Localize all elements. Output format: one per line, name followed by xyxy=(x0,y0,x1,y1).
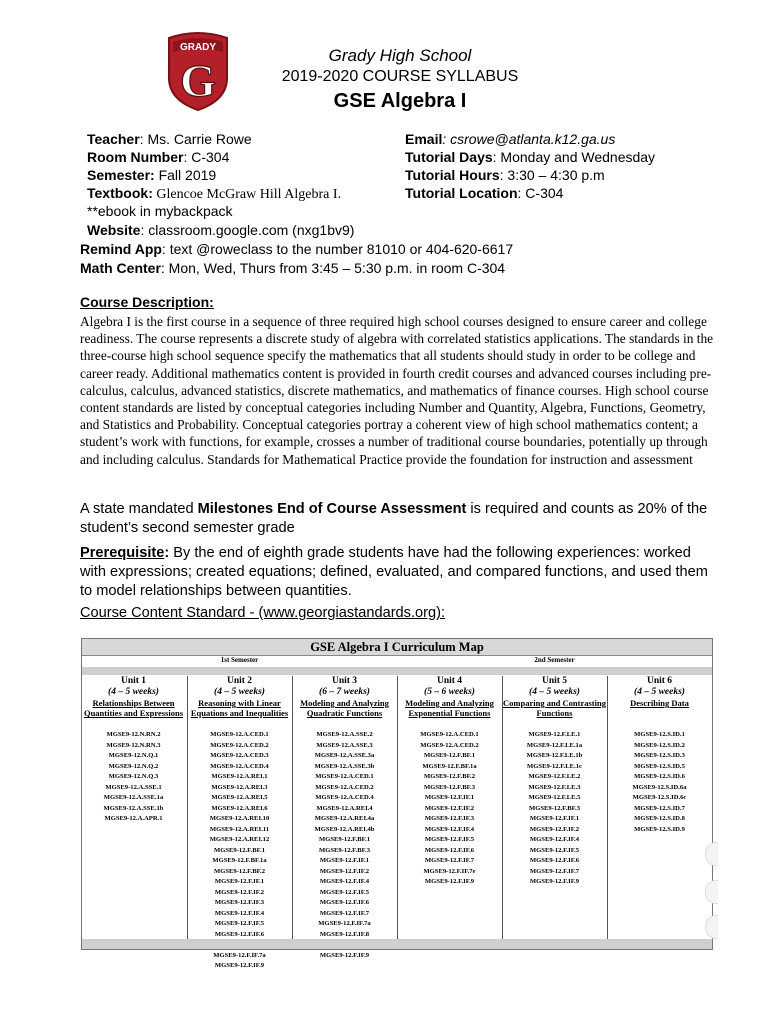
standard-code: MGSE9-12.N.Q.2 xyxy=(108,762,159,770)
standard-code: MGSE9-12.S.ID.6a xyxy=(632,783,687,791)
standard-code: MGSE9-12.F.BF.3 xyxy=(424,783,475,791)
standard-code: MGSE9-12.A.REI.6 xyxy=(211,804,268,812)
standard-code: MGSE9-12.F.IF.4 xyxy=(424,825,475,833)
standard-code: MGSE9-12.F.IF.7 xyxy=(319,909,370,917)
info-value: Glencoe McGraw Hill Algebra I. xyxy=(152,187,342,202)
standard-code: MGSE9-12.F.IF.8 xyxy=(319,930,370,938)
standard-code: MGSE9-12.F.IF.1 xyxy=(214,878,265,885)
ebook-line xyxy=(87,202,233,220)
curriculum-map xyxy=(81,638,713,969)
standard-code: MGSE9-12.S.ID.1 xyxy=(634,731,685,738)
info-value: : 3:30 – 4:30 p.m xyxy=(499,167,605,183)
unit-name: Unit 6 xyxy=(646,676,673,686)
info-value: : text @roweclass to the number 81010 or 404-620-6617 xyxy=(161,241,514,257)
standard-code: MGSE9-12.A.CED.2 xyxy=(420,741,479,749)
standard-code: MGSE9-12.F.IF.7 xyxy=(529,867,580,875)
unit-weeks: (4 – 5 weeks) xyxy=(214,687,265,697)
school-name: Grady High School xyxy=(328,46,472,65)
unit-weeks: (4 – 5 weeks) xyxy=(529,687,580,697)
side-tab[interactable] xyxy=(705,915,718,939)
info-label: Website xyxy=(87,222,141,238)
standard-code: MGSE9-12.F.LE.5 xyxy=(528,794,581,801)
tutorial-location-line xyxy=(405,184,563,202)
standard-code: MGSE9-12.A.SSE.3a xyxy=(314,752,375,759)
unit-name: Unit 4 xyxy=(436,676,463,686)
textbook-line xyxy=(87,184,341,204)
unit-column xyxy=(397,676,501,939)
standard-code: MGSE9-12.A.REI.12 xyxy=(209,836,270,843)
standard-code: MGSE9-12.F.IF.6 xyxy=(529,857,580,864)
standard-code: MGSE9-12.A.REI.3 xyxy=(211,783,268,791)
curriculum-map-title-bar xyxy=(82,639,712,656)
info-label: Room Number xyxy=(87,149,184,165)
standard-code: MGSE9-12.F.IF.7 xyxy=(424,857,475,864)
unit-name: Unit 5 xyxy=(541,676,568,686)
standard-code: MGSE9-12.A.REI.1 xyxy=(211,773,268,780)
standard-code: MGSE9-12.A.CED.4 xyxy=(210,762,269,770)
standard-code: MGSE9-12.F.LE.1b xyxy=(526,752,583,759)
standard-code: MGSE9-12.S.ID.6 xyxy=(634,773,685,780)
unit-column xyxy=(292,676,396,959)
logo-wordmark: GRADY xyxy=(179,42,217,53)
standard-code: MGSE9-12.A.CED.1 xyxy=(210,731,269,738)
standard-code: MGSE9-12.F.IF.9 xyxy=(424,878,475,885)
standard-code: MGSE9-12.F.LE.2 xyxy=(528,773,581,780)
standard-code: MGSE9-12.A.REI.10 xyxy=(209,815,270,822)
unit-weeks: (4 – 5 weeks) xyxy=(634,687,685,697)
curriculum-map-title: GSE Algebra I Curriculum Map xyxy=(310,640,484,654)
prerequisite-colon: : xyxy=(164,545,170,561)
prerequisite-label: Prerequisite xyxy=(80,545,165,561)
standard-code: MGSE9-12.F.IF.6 xyxy=(214,930,265,938)
standard-code: MGSE9-12.S.ID.9 xyxy=(634,825,685,833)
standard-code: MGSE9-12.F.BF.2 xyxy=(214,867,265,875)
milestones-assessment: Milestones End of Course Assessment xyxy=(197,501,467,517)
standard-code: MGSE9-12.A.SSE.1b xyxy=(103,804,164,812)
standard-code: MGSE9-12.S.ID.5 xyxy=(634,762,685,770)
unit-weeks: (6 – 7 weeks) xyxy=(319,687,370,697)
unit-column xyxy=(187,676,291,969)
standard-code: MGSE9-12.F.IF.5 xyxy=(529,846,580,854)
standard-code: MGSE9-12.A.SSE.2 xyxy=(316,731,373,738)
standard-code: MGSE9-12.F.IF.9 xyxy=(529,878,580,885)
standard-code: MGSE9-12.F.IF.2 xyxy=(529,825,580,833)
info-value: : C-304 xyxy=(183,149,230,165)
milestones-text-post: is required and counts as 20% of the student’s second semester grade xyxy=(80,501,708,536)
info-value[interactable]: : csrowe@atlanta.k12.ga.us xyxy=(442,131,616,147)
standard-code: MGSE9-12.N.RN.3 xyxy=(106,741,161,749)
milestones-text-pre: A state mandated xyxy=(80,501,198,517)
unit-title: Reasoning with Linear Equations and Inequalities xyxy=(190,698,289,718)
unit-title: Comparing and Contrasting Functions xyxy=(503,698,606,718)
info-label: Email xyxy=(405,131,443,147)
standard-code: MGSE9-12.F.IF.7a xyxy=(318,920,371,927)
info-label: Semester: xyxy=(87,167,155,183)
standard-code: MGSE9-12.F.IF.9 xyxy=(214,962,265,969)
standard-code: MGSE9-12.S.ID.6c xyxy=(632,794,687,801)
course-description-heading: Course Description: xyxy=(80,294,214,310)
info-value: Fall 2019 xyxy=(154,167,217,183)
standard-code: MGSE9-12.A.CED.2 xyxy=(210,741,269,749)
tutorial-days-line xyxy=(405,148,655,166)
standard-code: MGSE9-12.A.CED.1 xyxy=(315,773,374,780)
room-line xyxy=(87,148,229,166)
standard-code: MGSE9-12.A.REI.11 xyxy=(209,825,270,833)
standard-code: MGSE9-12.F.IF.4 xyxy=(214,909,265,917)
standard-code: MGSE9-12.F.IF.7e xyxy=(423,867,476,875)
unit-name: Unit 1 xyxy=(120,676,147,686)
standard-code: MGSE9-12.F.BF.3 xyxy=(319,846,370,854)
standard-code: MGSE9-12.F.BF.1 xyxy=(214,846,265,854)
standard-code: MGSE9-12.S.ID.8 xyxy=(634,815,685,822)
standard-code: MGSE9-12.A.SSE.3 xyxy=(316,741,373,749)
standard-code: MGSE9-12.F.LE.1c xyxy=(527,762,582,770)
info-value: : Monday and Wednesday xyxy=(492,149,656,165)
standard-code: MGSE9-12.S.ID.7 xyxy=(634,804,685,812)
unit-title: Modeling and Analyzing Exponential Functions xyxy=(405,698,494,718)
remind-app-line xyxy=(80,240,513,258)
standard-code: MGSE9-12.F.BF.2 xyxy=(424,773,475,780)
content-standard-link[interactable]: Course Content Standard - (www.georgiastandards.org): xyxy=(80,605,446,621)
standard-code: MGSE9-12.A.SSE.1 xyxy=(105,783,162,791)
grady-logo xyxy=(165,28,231,112)
milestones-paragraph xyxy=(80,500,720,538)
standard-code: MGSE9-12.A.REI.4b xyxy=(314,825,375,833)
tutorial-hours-line xyxy=(405,166,605,184)
semester-line xyxy=(87,166,216,184)
website-line xyxy=(87,221,354,239)
standard-code: MGSE9-12.N.Q.1 xyxy=(108,752,159,759)
unit-name: Unit 3 xyxy=(331,676,358,686)
syllabus-heading: 2019-2020 COURSE SYLLABUS xyxy=(281,68,519,85)
standard-code: MGSE9-12.F.IF.5 xyxy=(319,888,370,896)
standard-code: MGSE9-12.A.REI.4 xyxy=(316,804,373,812)
standard-code: MGSE9-12.F.IF.2 xyxy=(319,867,370,875)
standard-code: MGSE9-12.F.IF.6 xyxy=(424,846,475,854)
standard-code: MGSE9-12.F.IF.5 xyxy=(424,836,475,843)
info-value: : Ms. Carrie Rowe xyxy=(139,131,252,147)
standard-code: MGSE9-12.F.IF.1 xyxy=(424,794,475,801)
course-title: GSE Algebra I xyxy=(333,90,467,112)
standard-code: MGSE9-12.F.BF.1a xyxy=(212,857,267,864)
standard-code: MGSE9-12.F.BF.1a xyxy=(422,762,477,770)
unit-title: Modeling and Analyzing Quadratic Functions xyxy=(300,698,389,718)
standard-code: MGSE9-12.A.CED.2 xyxy=(315,783,374,791)
info-value: : Mon, Wed, Thurs from 3:45 – 5:30 p.m. in room C-304 xyxy=(160,260,506,276)
standard-code: MGSE9-12.F.LE.1 xyxy=(528,731,581,738)
side-tab[interactable] xyxy=(705,880,718,904)
prerequisite-text: By the end of eighth grade students have had the following experiences: worked with expressions; created equations; defined, evaluated, and compared functions, and used them to model relationships between quantities. xyxy=(80,545,708,599)
standard-code: MGSE9-12.F.IF.3 xyxy=(424,815,475,822)
semester-divider-band xyxy=(82,667,712,675)
standard-code: MGSE9-12.A.REI.4a xyxy=(314,815,375,822)
second-semester-label: 2nd Semester xyxy=(534,656,575,664)
standard-code: MGSE9-12.F.IF.5 xyxy=(214,920,265,927)
map-bottom-band xyxy=(82,939,712,949)
unit-weeks: (4 – 5 weeks) xyxy=(108,687,159,697)
standard-code: MGSE9-12.A.REI.5 xyxy=(211,794,268,801)
side-tab[interactable] xyxy=(705,842,718,866)
unit-name: Unit 2 xyxy=(226,676,253,686)
info-label: Math Center xyxy=(80,260,161,276)
math-center-line xyxy=(80,259,505,277)
email-line xyxy=(405,130,615,148)
info-label: Tutorial Days xyxy=(405,149,493,165)
logo-letter: G xyxy=(180,55,216,106)
standard-code: MGSE9-12.N.RN.2 xyxy=(106,731,161,738)
unit-column xyxy=(502,676,606,939)
info-label: Tutorial Location xyxy=(405,185,518,201)
unit-column xyxy=(82,676,185,939)
standard-code: MGSE9-12.F.LE.3 xyxy=(528,783,581,791)
standard-code: MGSE9-12.A.SSE.3b xyxy=(314,762,375,770)
info-label: Textbook: xyxy=(87,185,153,201)
prerequisite-paragraph xyxy=(80,544,720,601)
standard-code: MGSE9-12.F.IF.2 xyxy=(214,888,265,896)
course-description-body: Algebra I is the first course in a sequence of three required high school courses designed to ensure career and college readiness. The course represents a discrete study of algebra with correlated statistics applications. The standards in the three-course high school sequence specify the mathematics that all students should study in order to be college and career ready. Additional mathematics content is provided in fourth credit courses and advanced courses including pre-calculus, calculus, advanced statistics, discrete mathematics, and mathematics of finance courses. High school course content standards are listed by conceptual categories including Number and Quantity, Algebra, Functions, Geometry, and Statistics and Probability. Conceptual categories portray a coherent view of high school mathematics content; a student’s work with functions, for example, crosses a number of traditional course boundaries, potentially up through and including calculus. Standards for Mathematical Practice provide the foundation for instruction and assessment xyxy=(80,314,714,467)
info-value[interactable]: : classroom.google.com (nxg1bv9) xyxy=(140,222,355,238)
standard-code: MGSE9-12.F.IF.7a xyxy=(213,951,266,959)
info-value: : C-304 xyxy=(517,185,564,201)
standard-code: MGSE9-12.S.ID.3 xyxy=(634,752,685,759)
standard-code: MGSE9-12.F.BF.3 xyxy=(529,804,580,812)
standard-code: MGSE9-12.A.CED.3 xyxy=(210,752,269,759)
standard-code: MGSE9-12.F.IF.1 xyxy=(319,857,370,864)
unit-title: Describing Data xyxy=(630,698,689,708)
standard-code: MGSE9-12.A.CED.1 xyxy=(420,731,479,738)
standard-code: MGSE9-12.F.IF.9 xyxy=(319,951,370,959)
info-label: Remind App xyxy=(80,241,162,257)
standard-code: MGSE9-12.F.IF.1 xyxy=(529,815,580,822)
standard-code: MGSE9-12.A.APR.1 xyxy=(104,815,163,822)
info-label: Teacher xyxy=(87,131,140,147)
teacher-line xyxy=(87,130,252,148)
unit-title: Relationships Between Quantities and Expressions xyxy=(83,698,184,718)
standard-code: MGSE9-12.S.ID.2 xyxy=(634,741,685,749)
standard-code: MGSE9-12.F.BF.1 xyxy=(424,752,475,759)
standard-code: MGSE9-12.F.LE.1a xyxy=(526,741,583,749)
standard-code: MGSE9-12.F.IF.3 xyxy=(214,899,265,906)
info-value: **ebook in mybackpack xyxy=(87,203,233,219)
info-label: Tutorial Hours xyxy=(405,167,500,183)
standard-code: MGSE9-12.A.CED.4 xyxy=(315,794,374,801)
first-semester-label: 1st Semester xyxy=(220,656,259,664)
standard-code: MGSE9-12.F.IF.4 xyxy=(529,836,580,843)
standard-code: MGSE9-12.N.Q.3 xyxy=(108,773,159,780)
standard-code: MGSE9-12.F.IF.4 xyxy=(319,878,370,885)
unit-column xyxy=(607,676,711,939)
standard-code: MGSE9-12.F.IF.2 xyxy=(424,804,475,812)
standard-code: MGSE9-12.F.BF.1 xyxy=(319,836,370,843)
unit-weeks: (5 – 6 weeks) xyxy=(424,687,475,697)
standard-code: MGSE9-12.A.SSE.1a xyxy=(103,794,164,801)
standard-code: MGSE9-12.F.IF.6 xyxy=(319,899,370,906)
